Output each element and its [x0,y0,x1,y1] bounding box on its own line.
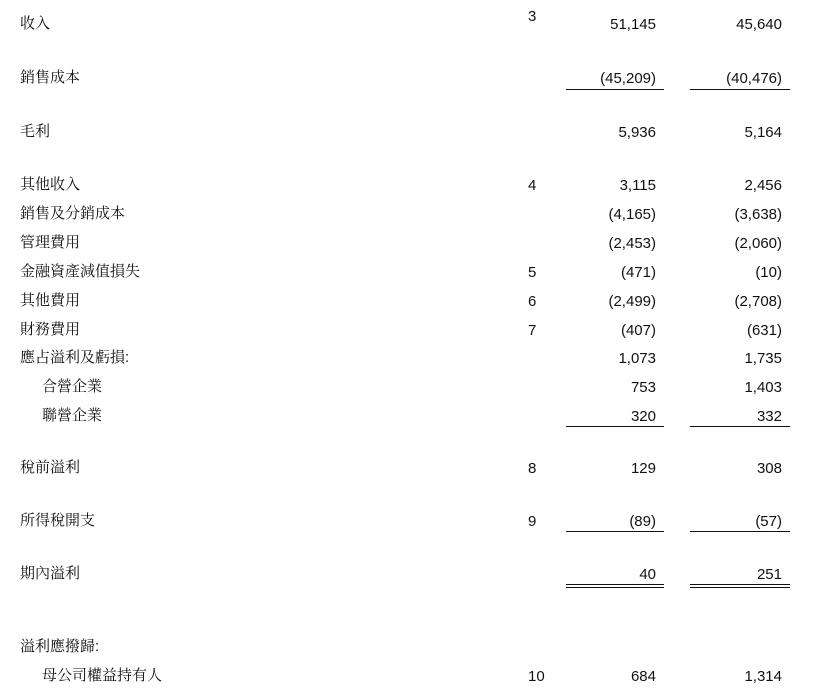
row-label: 銷售及分銷成本 [20,205,126,222]
row-label: 應占溢利及虧損: [20,349,130,366]
prior-value: (10) [755,264,782,281]
current-value: 1,073 [618,350,656,367]
prior-value: (631) [746,322,782,339]
subtotal-rule [690,531,790,532]
row-label: 管理費用 [20,234,81,251]
note-ref: 4 [528,177,537,194]
row-other-income [0,173,840,197]
row-admin-expenses [0,231,840,255]
note-ref: 3 [528,8,537,25]
row-associates [0,404,840,428]
current-value: 129 [630,460,656,477]
subtotal-rule [566,531,664,532]
row-label: 期內溢利 [20,565,81,582]
prior-value: 251 [756,566,782,583]
prior-value: 308 [756,460,782,477]
row-label: 其他收入 [20,176,81,193]
subtotal-rule [566,426,664,427]
current-value: (4,165) [608,206,656,223]
row-share-of-profits [0,346,840,370]
total-double-rule [690,584,790,585]
row-label: 財務費用 [20,321,81,338]
note-ref: 10 [528,668,545,685]
current-value: 40 [639,566,656,583]
current-value: (2,499) [608,293,656,310]
row-revenue [0,8,840,36]
row-label: 母公司權益持有人 [42,667,163,684]
row-joint-ventures [0,375,840,399]
total-double-rule [566,584,664,585]
subtotal-rule [690,89,790,90]
current-value: 753 [630,379,656,396]
row-label: 聯營企業 [42,407,103,424]
prior-value: 1,735 [744,350,782,367]
row-selling-distribution [0,202,840,226]
prior-value: 2,456 [744,177,782,194]
current-value: 684 [630,668,656,685]
row-other-expenses [0,289,840,313]
row-label: 收入 [20,15,51,32]
current-value: 320 [630,408,656,425]
prior-value: (2,708) [734,293,782,310]
row-label: 毛利 [20,123,51,140]
prior-value: 5,164 [744,124,782,141]
current-value: (89) [629,513,656,530]
total-double-rule [690,587,790,588]
current-value: (471) [620,264,656,281]
row-cost-of-sales [0,66,840,90]
row-label: 稅前溢利 [20,459,81,476]
prior-value: 45,640 [736,16,782,33]
current-value: (407) [620,322,656,339]
row-owners-of-parent [0,664,840,688]
row-profit-before-tax [0,456,840,480]
row-profit-for-period [0,562,840,586]
current-value: 3,115 [619,177,656,194]
row-label: 金融資產減值損失 [20,263,141,280]
subtotal-rule [566,89,664,90]
row-income-tax [0,509,840,533]
row-label: 合營企業 [42,378,103,395]
prior-value: (3,638) [734,206,782,223]
row-label: 銷售成本 [20,69,81,86]
row-attributable-to [0,635,840,659]
row-label: 其他費用 [20,292,81,309]
current-value: 51,145 [610,16,656,33]
note-ref: 9 [528,513,537,530]
prior-value: (57) [755,513,782,530]
note-ref: 7 [528,322,537,339]
row-impairment [0,260,840,284]
subtotal-rule [690,426,790,427]
current-value: (45,209) [600,70,656,87]
prior-value: 1,314 [744,668,782,685]
row-finance-costs [0,318,840,342]
total-double-rule [566,587,664,588]
prior-value: 332 [756,408,782,425]
row-gross-profit [0,120,840,144]
row-label: 所得稅開支 [20,512,96,529]
note-ref: 8 [528,460,537,477]
prior-value: 1,403 [744,379,782,396]
current-value: 5,936 [618,124,656,141]
current-value: (2,453) [608,235,656,252]
note-ref: 5 [528,264,537,281]
row-label: 溢利應撥歸: [20,638,100,655]
note-ref: 6 [528,293,537,310]
prior-value: (2,060) [734,235,782,252]
prior-value: (40,476) [726,70,782,87]
